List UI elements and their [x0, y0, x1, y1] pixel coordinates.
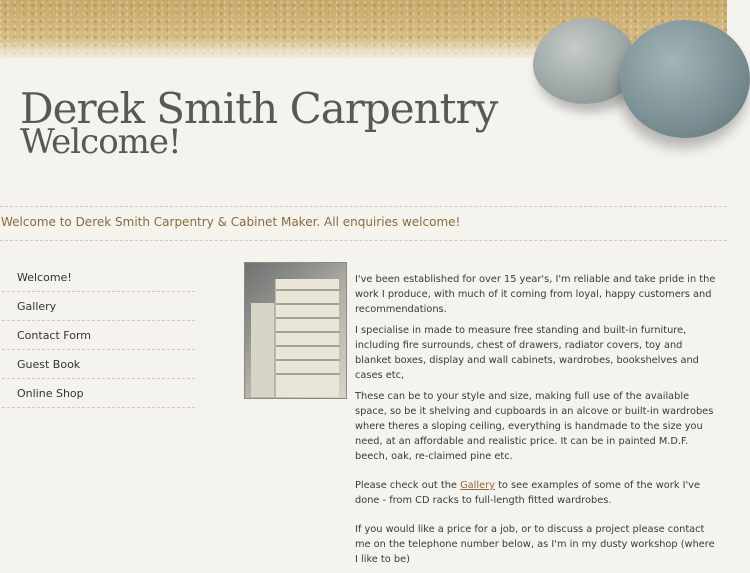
nav-item-contact-form[interactable]: Contact Form: [2, 321, 195, 350]
page-heading: Welcome!: [20, 122, 181, 162]
nav-item-welcome[interactable]: Welcome!: [2, 263, 195, 292]
intro-paragraph: I've been established for over 15 year's, I'm reliable and take pride in the work I produce, with much of it coming from loyal, happy customers and recommendations.: [355, 274, 716, 315]
photo-side-unit: [251, 303, 275, 397]
photo-shelf: [276, 317, 340, 319]
photo-shelf: [276, 289, 340, 291]
stone-image-right: [620, 20, 750, 138]
contact-paragraph: If you would like a price for a job, or to discuss a project please contact me on the telephone number below, as I'm in my dusty workshop (where I like to be): [355, 524, 715, 565]
gallery-link[interactable]: Gallery: [460, 480, 495, 491]
style-paragraph: These can be to your style and size, making full use of the available space, so be it shelving and cupboards in an alcove or built-in wardrobes where theres a sloping ceiling, everything is handmade to the size you need, at an affordable and realistic price. It can be in painted M.D.F. beech, oak, re-claimed pine etc.: [355, 391, 714, 462]
site-title: Derek Smith Carpentry: [20, 84, 498, 133]
photo-shelf: [276, 359, 340, 361]
photo-shelf: [276, 331, 340, 333]
photo-shelf-unit: [275, 279, 339, 397]
specialise-paragraph: I specialise in made to measure free standing and built-in furniture, including fire surrounds, chest of drawers, radiator covers, toy and blanket boxes, display and wall cabinets, wardrobes, bookshelves and cases etc,: [355, 325, 699, 381]
nav-item-guest-book[interactable]: Guest Book: [2, 350, 195, 379]
gallery-paragraph: [355, 478, 717, 508]
divider-top: [0, 206, 727, 207]
tagline: Welcome to Derek Smith Carpentry & Cabinet Maker. All enquiries welcome!: [1, 215, 461, 229]
main-content: [355, 272, 717, 573]
sidebar-nav: [2, 263, 195, 408]
nav-item-gallery[interactable]: Gallery: [2, 292, 195, 321]
photo-shelf: [276, 303, 340, 305]
bookshelf-photo: [244, 262, 347, 399]
nav-item-online-shop[interactable]: Online Shop: [2, 379, 195, 408]
divider-bottom: [0, 240, 727, 241]
gallery-paragraph-start: Please check out the: [355, 480, 461, 491]
gallery-paragraph-end: to see examples of some of the work I've done - from CD racks to full-length fitted wardrobes.: [355, 480, 701, 506]
photo-shelf: [276, 345, 340, 347]
photo-shelf: [276, 373, 340, 375]
